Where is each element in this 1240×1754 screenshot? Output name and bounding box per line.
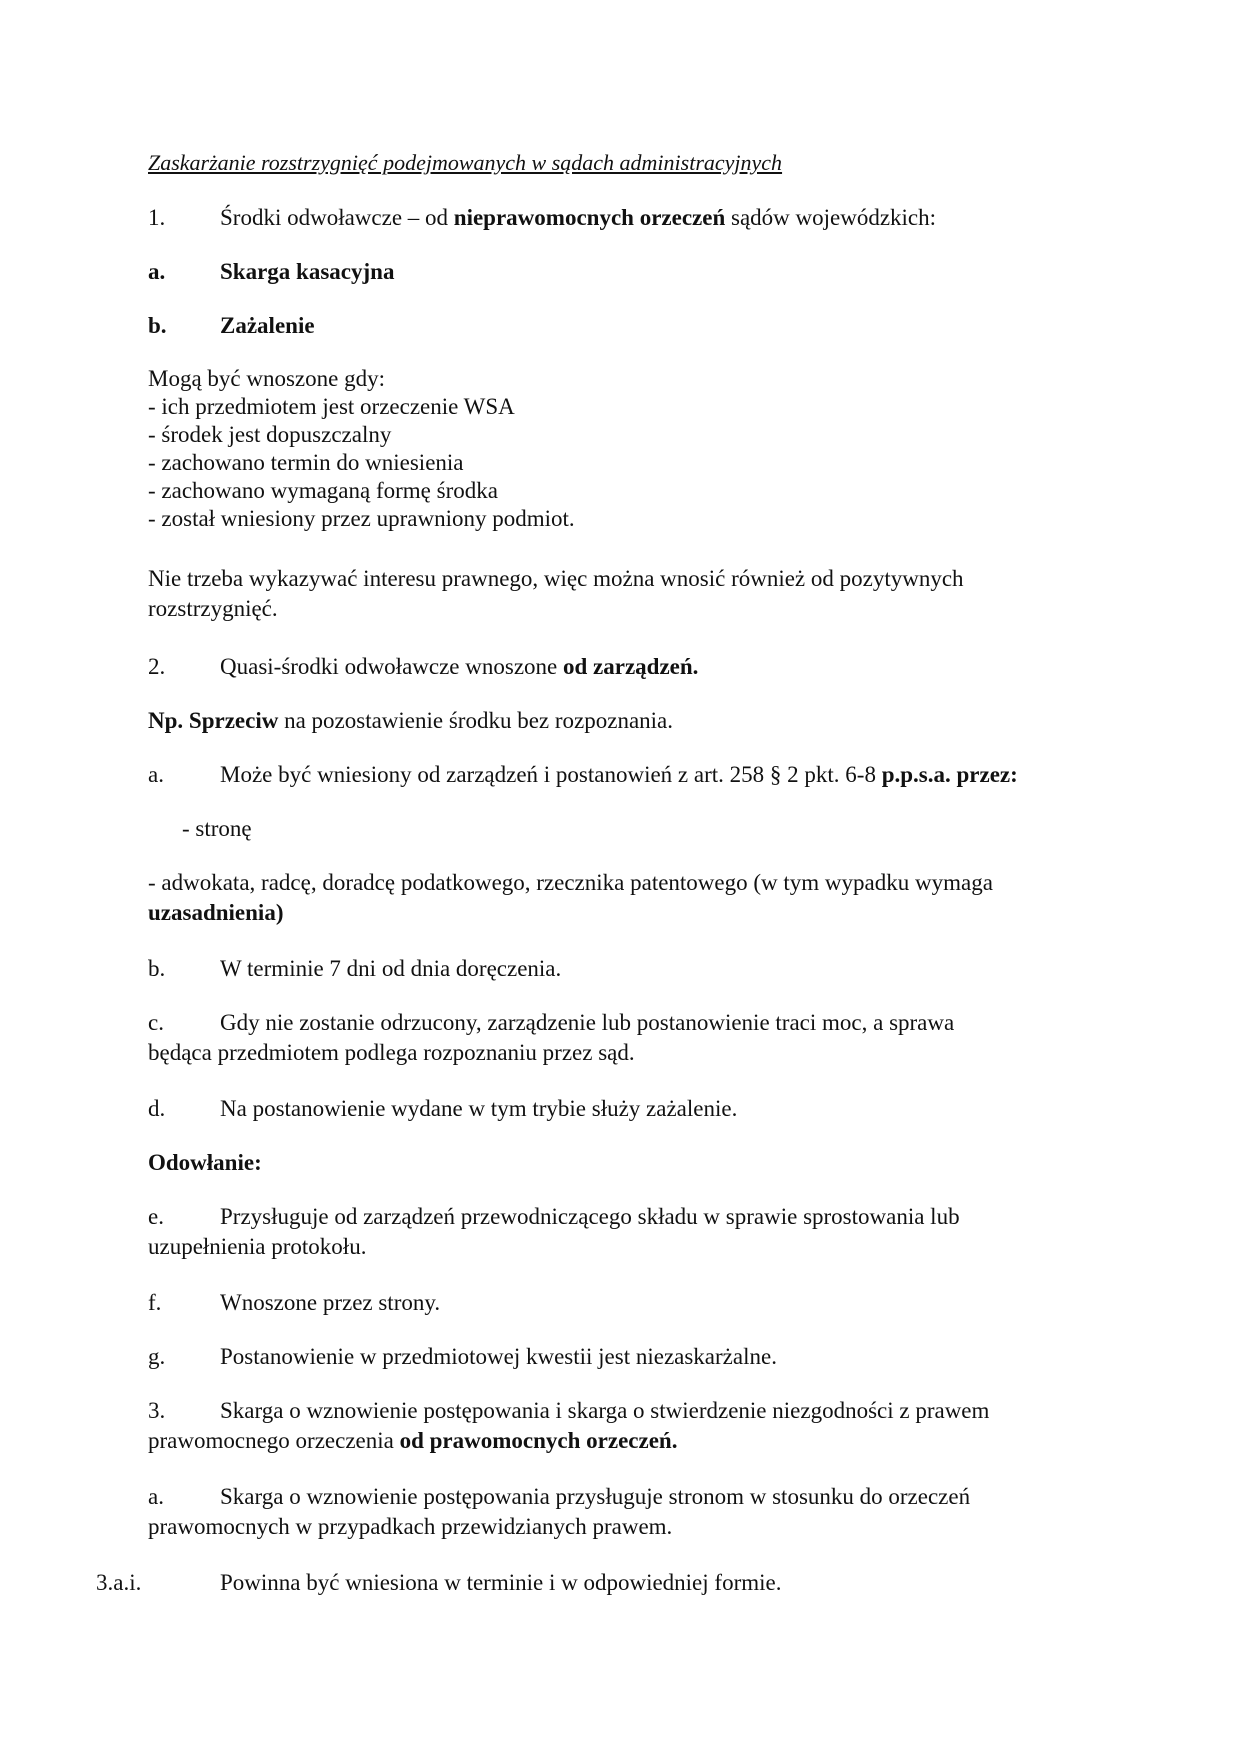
- item-d-text: Na postanowienie wydane w tym trybie służy zażalenie.: [220, 1096, 738, 1121]
- note-line: Nie trzeba wykazywać interesu prawnego, więc można wnosić również od pozytywnych: [148, 566, 964, 591]
- bold-text: Np. Sprzeciw: [148, 708, 279, 733]
- item-e-text: uzupełnienia protokołu.: [148, 1234, 367, 1259]
- item-label: b.: [148, 313, 167, 338]
- section-1-heading: [220, 203, 936, 232]
- document-title: Zaskarżanie rozstrzygnięć podejmowanych w sądach administracyjnych: [148, 150, 783, 175]
- item-label: e.: [148, 1204, 164, 1229]
- conditions-intro: Mogą być wnoszone gdy:: [148, 366, 385, 391]
- condition-item: - został wniesiony przez uprawniony podmiot.: [148, 506, 575, 531]
- item-c-text: będąca przedmiotem podlega rozpoznaniu przez sąd.: [148, 1040, 635, 1065]
- text: na pozostawienie środku bez rozpoznania.: [278, 708, 674, 733]
- item-label: b.: [148, 956, 166, 981]
- item-a-text: [220, 760, 1018, 789]
- condition-item: - środek jest dopuszczalny: [148, 422, 392, 447]
- item-e-text: Przysługuje od zarządzeń przewodniczącego składu w sprawie sprostowania lub: [220, 1204, 960, 1229]
- section-2-heading: [220, 652, 698, 681]
- item-c-text: Gdy nie zostanie odrzucony, zarządzenie lub postanowienie traci moc, a sprawa: [220, 1010, 955, 1035]
- item-label: g.: [148, 1344, 166, 1369]
- item-3a-text: prawomocnych w przypadkach przewidzianych prawem.: [148, 1514, 673, 1539]
- item-label: 3.a.i.: [96, 1570, 142, 1595]
- item-label: c.: [148, 1010, 164, 1035]
- section-3-number: 3.: [148, 1398, 166, 1423]
- text: Quasi-środki odwoławcze wnoszone: [220, 654, 563, 679]
- condition-item: - ich przedmiotem jest orzeczenie WSA: [148, 394, 515, 419]
- item-label: a.: [148, 259, 166, 284]
- condition-item: - zachowano wymaganą formę środka: [148, 478, 498, 503]
- item-g-text: Postanowienie w przedmiotowej kwestii jest niezaskarżalne.: [220, 1344, 777, 1369]
- text: sądów wojewódzkich:: [725, 205, 937, 230]
- item-b-text: W terminie 7 dni od dnia doręczenia.: [220, 956, 562, 981]
- section-3-heading: Skarga o wznowienie postępowania i skarga o stwierdzenie niezgodności z prawem: [220, 1398, 990, 1423]
- party-line: - stronę: [182, 816, 252, 841]
- item-skarga-kasacyjna: Skarga kasacyjna: [220, 259, 395, 284]
- item-label: f.: [148, 1290, 162, 1315]
- bold-text: od zarządzeń.: [563, 654, 699, 679]
- condition-item: - zachowano termin do wniesienia: [148, 450, 464, 475]
- bold-text: od prawomocnych orzeczeń.: [399, 1428, 678, 1453]
- item-3ai-text: Powinna być wniesiona w terminie i w odpowiedniej formie.: [220, 1570, 782, 1595]
- bold-text: p.p.s.a. przez:: [881, 762, 1018, 787]
- lawyers-line: - adwokata, radcę, doradcę podatkowego, rzecznika patentowego (w tym wypadku wymaga: [148, 870, 993, 895]
- item-label: d.: [148, 1096, 166, 1121]
- item-label: a.: [148, 1484, 164, 1509]
- section-1-number: 1.: [148, 205, 166, 230]
- text: Środki odwoławcze – od: [220, 205, 454, 230]
- section-2-number: 2.: [148, 654, 166, 679]
- section-3-heading: [148, 1426, 677, 1455]
- item-zazalenie: Zażalenie: [220, 313, 315, 338]
- item-label: a.: [148, 762, 164, 787]
- lawyers-line: uzasadnienia): [148, 900, 284, 925]
- text: Może być wniesiony od zarządzeń i postanowień z art. 258 § 2 pkt. 6-8: [220, 762, 882, 787]
- text: prawomocnego orzeczenia: [148, 1428, 400, 1453]
- bold-text: nieprawomocnych orzeczeń: [453, 205, 726, 230]
- appeal-heading: Odowłanie:: [148, 1150, 262, 1175]
- item-f-text: Wnoszone przez strony.: [220, 1290, 441, 1315]
- item-3a-text: Skarga o wznowienie postępowania przysługuje stronom w stosunku do orzeczeń: [220, 1484, 971, 1509]
- note-line: rozstrzygnięć.: [148, 596, 278, 621]
- example-line: [148, 706, 673, 735]
